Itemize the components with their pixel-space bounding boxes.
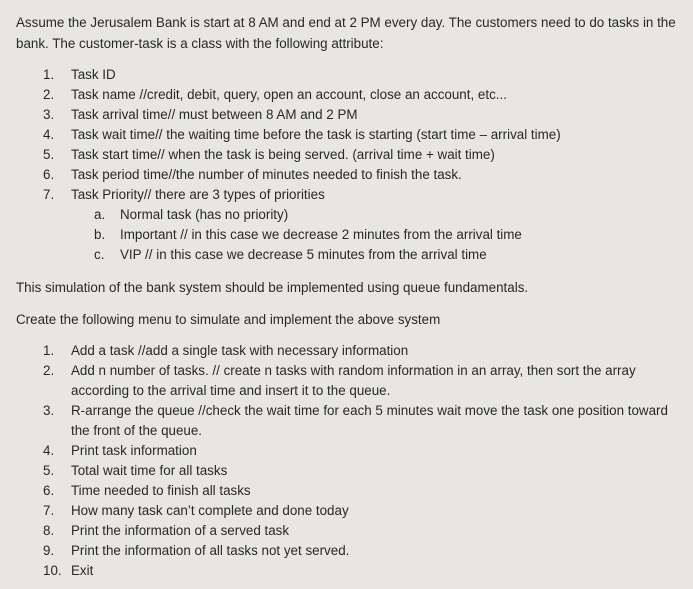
queue-note-paragraph: This simulation of the bank system should be implemented using queue fundamentals. (16, 280, 529, 295)
menu-item-9-text: Print the information of all tasks not yet served. (71, 543, 350, 558)
menu-item-6-text: Time needed to finish all tasks (71, 483, 251, 498)
attribute-item-5-text: Task start time// when the task is being served. (arrival time + wait time) (71, 147, 495, 162)
menu-item-2-text: Add n number of tasks. // create n tasks with random information in an array, then sort the array according to the arrival time and insert it to the queue. (71, 363, 636, 398)
attribute-item-4-number: 4. (43, 127, 55, 142)
menu-item-1 (16, 341, 676, 361)
attribute-item-2 (16, 85, 676, 105)
menu-item-3-text: R-arrange the queue //check the wait time for each 5 minutes wait move the task one position toward the front of the queue. (71, 403, 668, 438)
attribute-item-2-number: 2. (43, 87, 55, 102)
attributes-list (16, 65, 676, 265)
attribute-item-3-number: 3. (43, 107, 55, 122)
attribute-item-7-number: 7. (43, 187, 55, 202)
priority-item-a-letter: a. (94, 207, 106, 222)
attribute-item-7 (16, 185, 676, 205)
priority-item-a (16, 205, 676, 225)
menu-item-7-number: 7. (43, 503, 55, 518)
menu-item-1-text: Add a task //add a single task with necessary information (71, 343, 409, 358)
menu-list (16, 341, 676, 581)
priority-item-c (16, 245, 676, 265)
menu-item-8-text: Print the information of a served task (71, 523, 290, 538)
menu-item-2-number: 2. (43, 363, 55, 378)
menu-item-3 (16, 401, 676, 441)
menu-item-10-text: Exit (71, 563, 94, 578)
menu-item-7 (16, 501, 676, 521)
menu-item-10 (16, 561, 676, 581)
menu-item-3-number: 3. (43, 403, 55, 418)
priority-sublist (16, 205, 676, 265)
menu-item-4 (16, 441, 676, 461)
priority-item-b-letter: b. (94, 227, 106, 242)
priority-item-a-text: Normal task (has no priority) (120, 207, 289, 222)
attribute-item-7-text: Task Priority// there are 3 types of priorities (71, 187, 325, 202)
attribute-item-6-number: 6. (43, 167, 55, 182)
menu-item-7-text: How many task can’t complete and done today (71, 503, 349, 518)
priority-item-b-text: Important // in this case we decrease 2 minutes from the arrival time (120, 227, 522, 242)
attribute-item-4 (16, 125, 676, 145)
menu-item-9 (16, 541, 676, 561)
attribute-item-1 (16, 65, 676, 85)
attribute-item-5 (16, 145, 676, 165)
attribute-item-5-number: 5. (43, 147, 55, 162)
menu-item-8 (16, 521, 676, 541)
menu-item-9-number: 9. (43, 543, 55, 558)
menu-item-8-number: 8. (43, 523, 55, 538)
attribute-item-2-text: Task name //credit, debit, query, open an account, close an account, etc... (71, 87, 507, 102)
menu-item-2 (16, 361, 676, 401)
attribute-item-6-text: Task period time//the number of minutes needed to finish the task. (71, 167, 462, 182)
priority-item-b (16, 225, 676, 245)
menu-item-5-number: 5. (43, 463, 55, 478)
attribute-item-1-number: 1. (43, 67, 55, 82)
intro-paragraph: Assume the Jerusalem Bank is start at 8 AM and end at 2 PM every day. The customers need to do tasks in the bank. The customer-task is a class with the following attribute: (16, 15, 676, 51)
priority-item-c-letter: c. (94, 247, 105, 262)
menu-item-1-number: 1. (43, 343, 55, 358)
menu-item-5 (16, 461, 676, 481)
menu-item-6 (16, 481, 676, 501)
menu-item-5-text: Total wait time for all tasks (71, 463, 228, 478)
attribute-item-3-text: Task arrival time// must between 8 AM and 2 PM (71, 107, 358, 122)
menu-intro-paragraph: Create the following menu to simulate and implement the above system (16, 312, 441, 327)
attribute-item-1-text: Task ID (71, 67, 116, 82)
menu-item-4-number: 4. (43, 443, 55, 458)
attribute-item-3 (16, 105, 676, 125)
priority-item-c-text: VIP // in this case we decrease 5 minutes from the arrival time (120, 247, 487, 262)
menu-item-10-number: 10. (43, 563, 62, 578)
attribute-item-4-text: Task wait time// the waiting time before the task is starting (start time – arrival time) (71, 127, 561, 142)
menu-item-4-text: Print task information (71, 443, 197, 458)
attribute-item-6 (16, 165, 676, 185)
menu-item-6-number: 6. (43, 483, 55, 498)
